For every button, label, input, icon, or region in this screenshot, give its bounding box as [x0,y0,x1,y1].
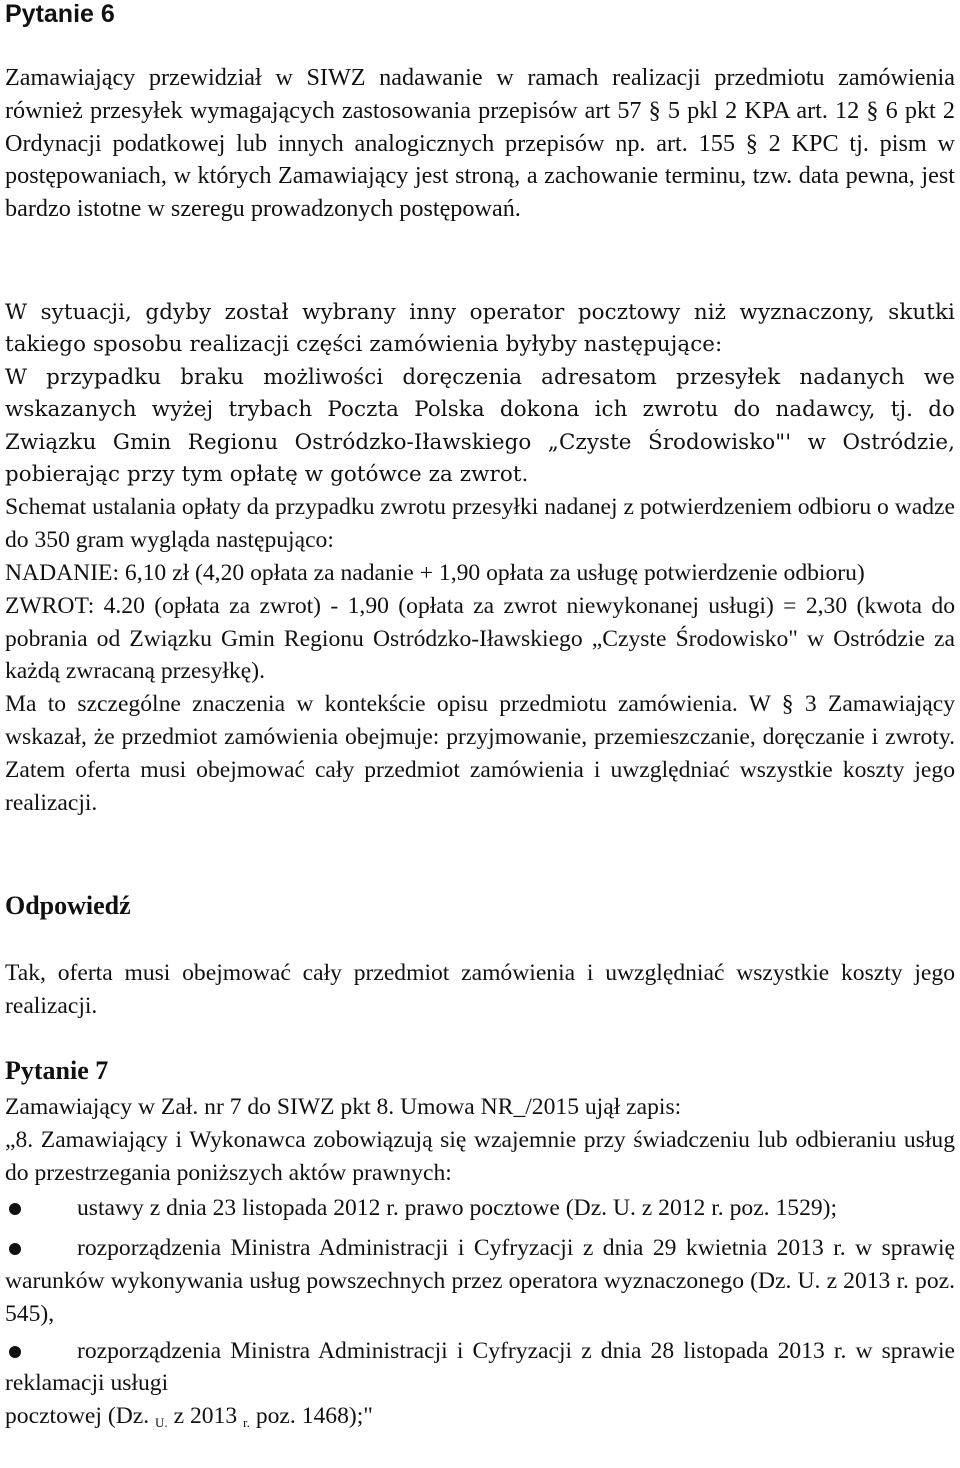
question-7-quote: „8. Zamawiający i Wykonawca zobowiązują się wzajemnie przy świadczeniu lub odbieraniu usług do przestrzegania poniższych aktów prawnych: [5,1126,955,1186]
list-item-text: ustawy z dnia 23 listopada 2012 r. prawo pocztowe (Dz. U. z 2012 r. poz. 1529); [77,1195,838,1222]
citation-part: z 2013 [173,1403,238,1430]
citation-subscript: r. [243,1415,250,1431]
question-6-paragraph-3: W przypadku braku możliwości doręczenia adresatom przesyłek nadanych we wskazanych wyżej trybach Poczta Polska dokona ich zwrotu do nadawcy, tj. do Związku Gmin Regionu Ostródzko-Iławskiego „Czyste Środowisko"' w Ostródzie, pobierając przy tym opłatę w gotówce za zwrot. [5,364,955,488]
answer-text: Tak, oferta musi obejmować cały przedmiot zamówienia i uwzględniać wszystkie koszty jego realizacji. [5,960,955,1019]
question-6-paragraph-5: NADANIE: 6,10 zł (4,20 opłata za nadanie + 1,90 opłata za usługę potwierdzenie odbioru) [5,560,865,587]
question-7-intro: Zamawiający w Zał. nr 7 do SIWZ pkt 8. Umowa NR_/2015 ujął zapis: [5,1094,682,1120]
list-item-text: rozporządzenia Ministra Administracji i Cyfryzacji z dnia 29 kwietnia 2013 r. w sprawię warunków wykonywania usług powszechnych przez operatora wyznaczonego (Dz. U. z 2013 r. poz. 545), [5,1235,955,1327]
citation-subscript: U. [155,1415,168,1431]
question-6-paragraph-2: W sytuacji, gdyby został wybrany inny operator pocztowy niż wyznaczony, skutki takiego sposobu realizacji części zamówienia byłyby następujące: [5,300,955,358]
question-6-heading: Pytanie 6 [5,0,115,28]
question-7-heading: Pytanie 7 [5,1056,109,1085]
list-item [5,1335,955,1401]
answer-heading: Odpowiedź [5,891,131,920]
list-item [5,1232,955,1330]
citation-line [5,1400,955,1440]
question-6-paragraph-6: ZWROT: 4.20 (opłata za zwrot) - 1,90 (opłata za zwrot niewykonanej usługi) = 2,30 (kwota do pobrania od Związku Gmin Regionu Ostródzko-Iławskiego „Czyste Środowisko" w Ostródzie za każdą zwracaną przesyłkę). [5,592,955,685]
question-6-paragraph-1: Zamawiający przewidział w SIWZ nadawanie w ramach realizacji przedmiotu zamówienia również przesyłek wymagających zastosowania przepisów art 57 § 5 pkl 2 KPA art. 12 § 6 pkt 2 Ordynacji podatkowej lub innych analogicznych przepisów np. art. 155 § 2 KPC tj. pism w postępowaniach, w których Zamawiający jest stroną, a zachowanie terminu, tzw. data pewna, jest bardzo istotne w szeregu prowadzonych postępowań. [5,64,955,223]
question-6-paragraph-4: Schemat ustalania opłaty da przypadku zwrotu przesyłki nadanej z potwierdzeniem odbioru o wadze do 350 gram wygląda następująco: [5,494,955,554]
citation-part: pocztowej (Dz. [5,1403,150,1430]
question-6-paragraph-7: Ma to szczególne znaczenia w kontekście opisu przedmiotu zamówienia. W § 3 Zamawiający wskazał, że przedmiot zamówienia obejmuje: przyjmowanie, przemieszczanie, doręczanie i zwroty. Zatem oferta musi obejmować cały przedmiot zamówienia i uwzględniać wszystkie koszty jego realizacji. [5,691,955,816]
list-item [5,1192,955,1225]
bullet-icon [9,1346,21,1358]
list-item-text: rozporządzenia Ministra Administracji i Cyfryzacji z dnia 28 listopada 2013 r. w sprawie reklamacji usługi [5,1337,955,1397]
citation-part: poz. 1468);" [255,1403,373,1430]
